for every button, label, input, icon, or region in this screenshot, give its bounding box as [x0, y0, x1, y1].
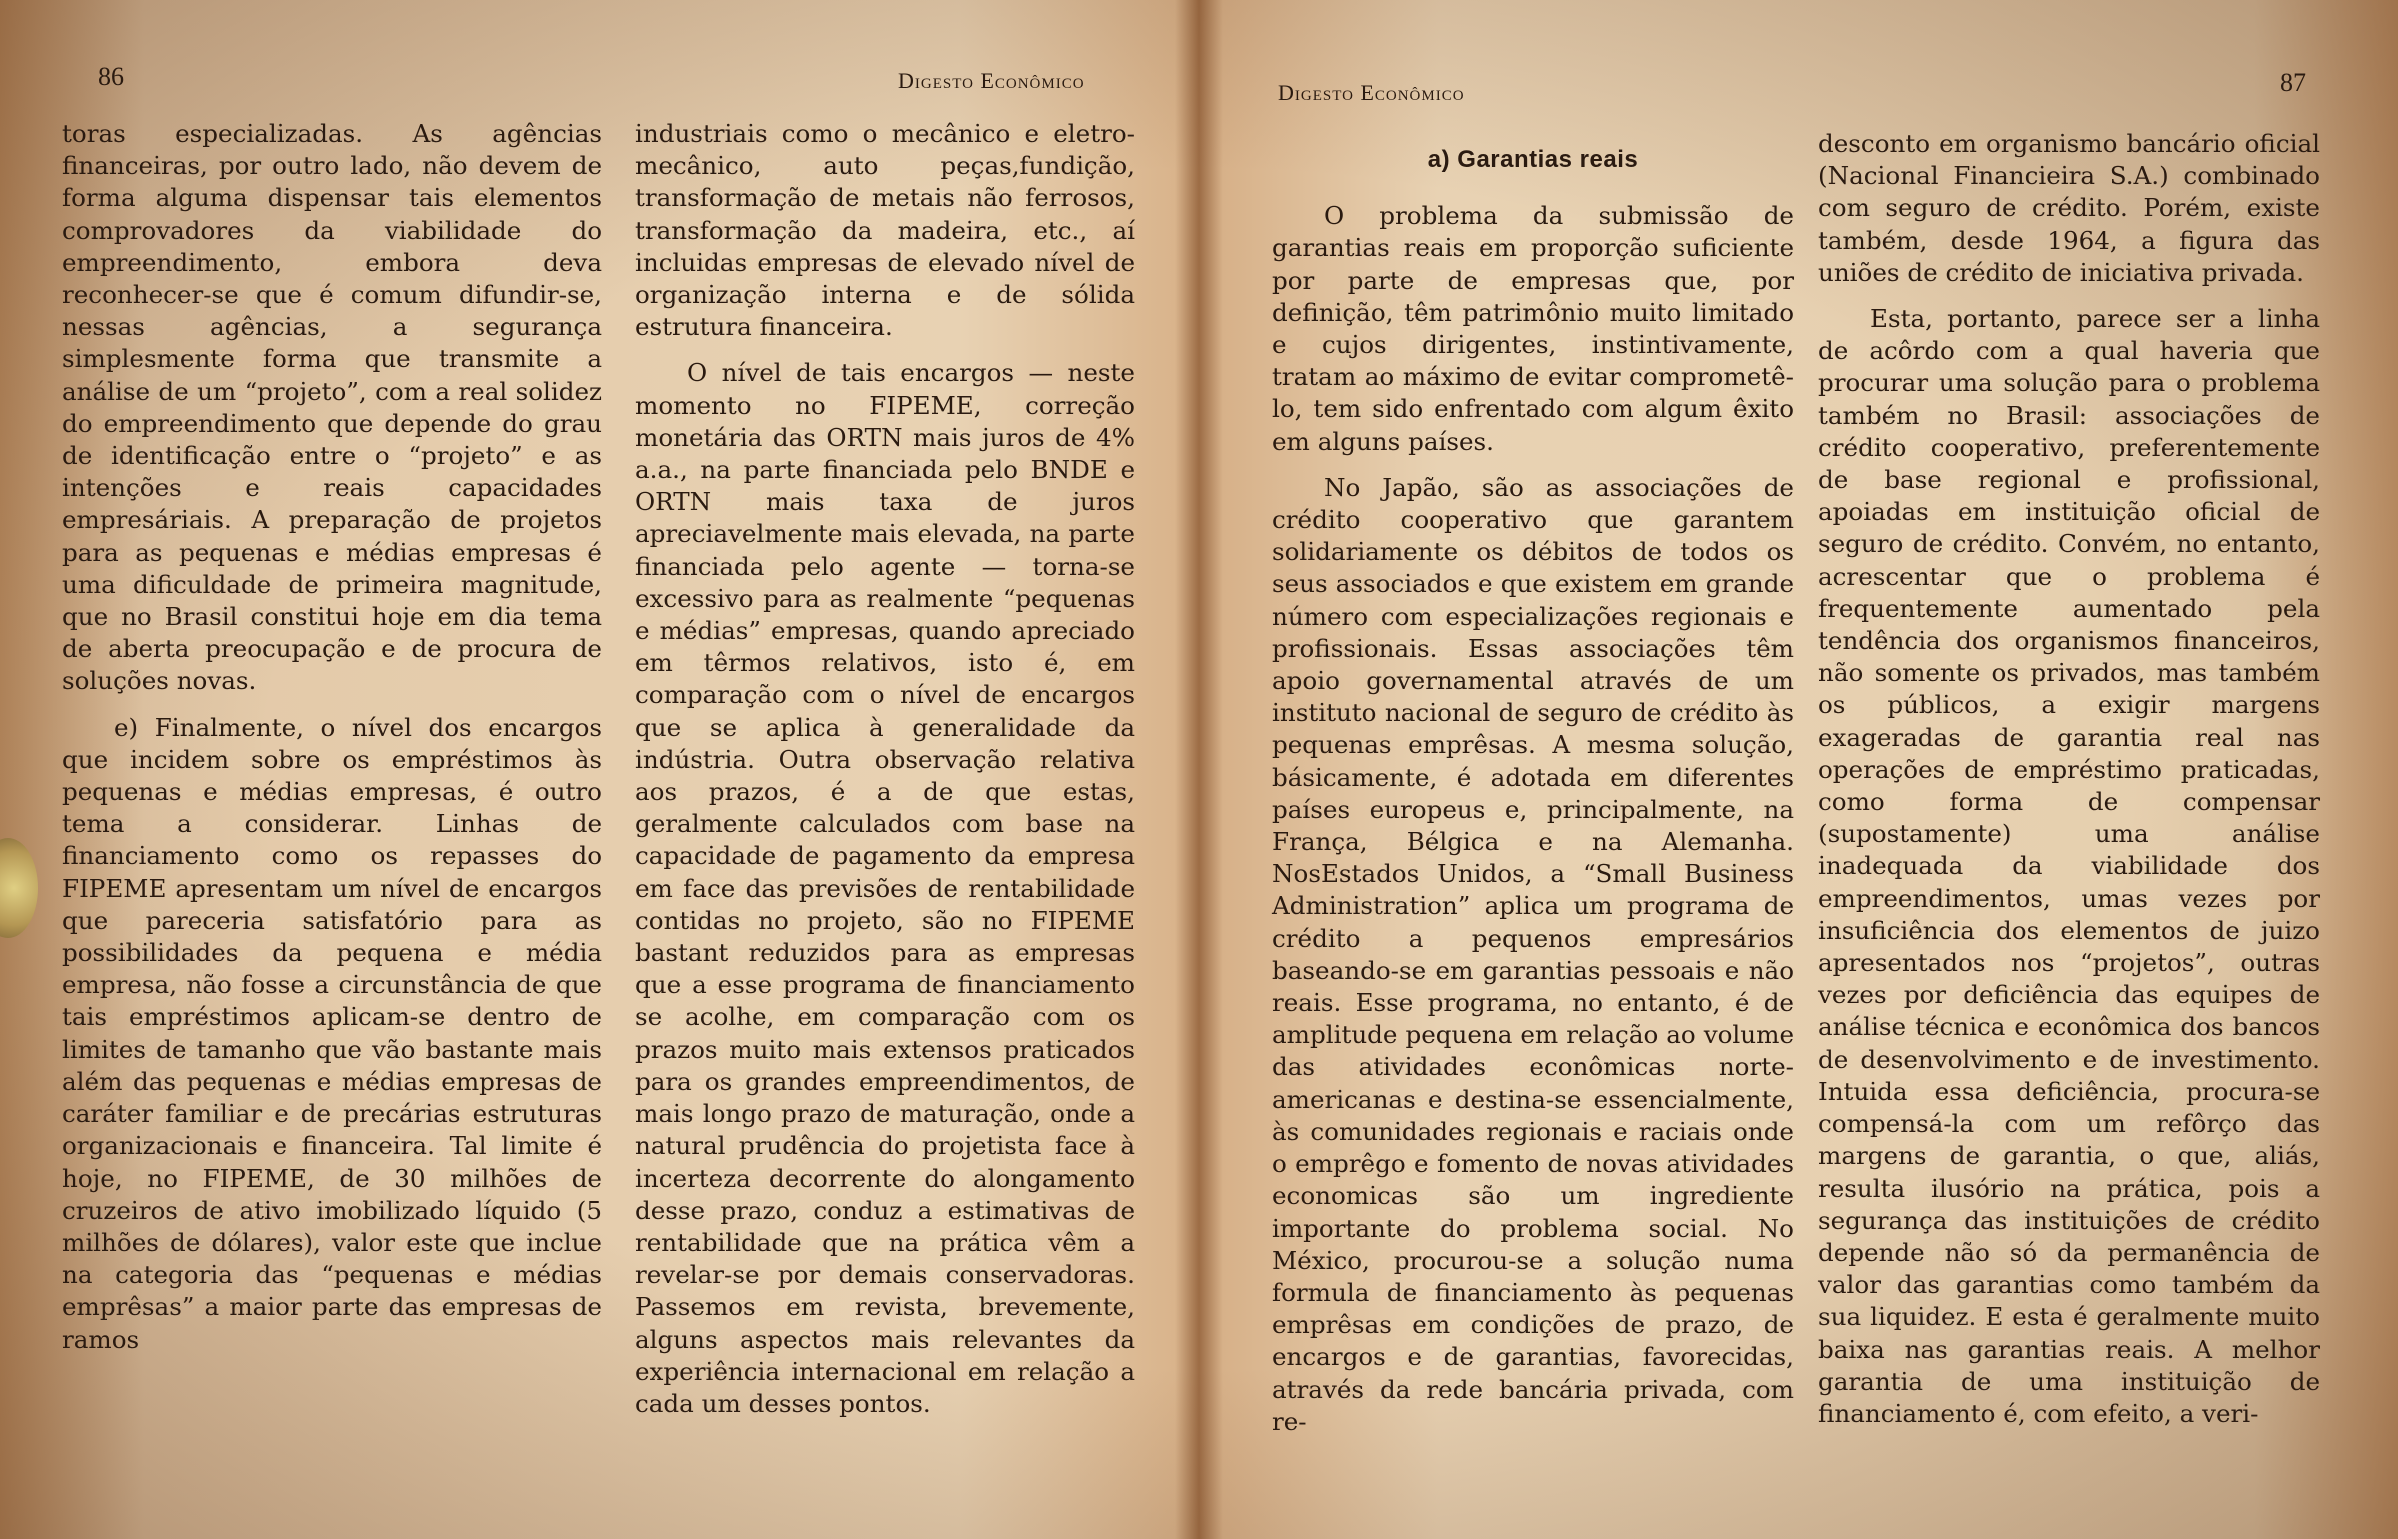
paragraph: No Japão, são as associações de crédito cooperativo que garantem solidariamente os débitos de todos os seus associados e que existem em grande número com especializações regionais e profissionais. Essas associações têm apoio governamental através de um instituto nacional de seguro de crédito às pequenas emprêsas. A mesma solução, básicamente, é adotada em diferentes países europeus e, principalmente, na França, Bélgica e na Alemanha. NosEstados Unidos, a “Small Business Administration” aplica um programa de crédito a pequenos empresários baseando-se em garantias pessoais e não reais. Esse programa, no entanto, é de amplitude pequena em relação ao volume das atividades econômicas norte-americanas e destina-se essencialmente, às comunidades regionais e raciais onde o emprêgo e fomento de novas atividades economicas são um ingrediente importante do problema social. No México, procurou-se a solução numa formula de financiamento às pequenas emprêsas em condições de prazo, de encargos e de garantias, favorecidas, através da rede bancária privada, com re- [1272, 472, 1794, 1436]
right-page [1218, 0, 2398, 1539]
paragraph: O problema da submissão de garantias reais em proporção suficiente por parte de empresas que, por definição, têm patrimônio muito limitado e cujos dirigentes, instintivamente, tratam ao máximo de evitar comprometê-lo, tem sido enfrentado com algum êxito em alguns países. [1272, 201, 1794, 456]
left-column-2 [635, 118, 1135, 1420]
page-number: 87 [2280, 68, 2306, 97]
section-heading: a) Garantias reais [1427, 146, 1639, 173]
paragraph: toras especializadas. As agências financeiras, por outro lado, não devem de forma alguma dispensar tais elementos comprovadores da viabilidade do empreendimento, embora deva reconhecer-se que é comum difundir-se, nessas agências, a segurança simplesmente forma que transmite a análise de um “projeto”, com a real solidez do empreendimento que depende do grau de identificação entre o “projeto” e as intenções e reais capacidades empresáriais. A preparação de projetos para as pequenas e médias empresas é uma dificuldade de primeira magnitude, que no Brasil constitui hoje em dia tema de aberta preocupação e de procura de soluções novas. [62, 119, 602, 696]
paragraph: Esta, portanto, parece ser a linha de acôrdo com a qual haveria que procurar uma solução para o problema também no Brasil: associações de crédito cooperativo, preferentemente de base regional e profissional, apoiadas em instituição oficial de seguro de crédito. Convém, no entanto, acrescentar que o problema é frequentemente aumentado pela tendência dos organismos financeiros, não somente os privados, mas também os públicos, a exigir margens exageradas de garantia real nas operações de empréstimo praticadas, como forma de compensar (supostamente) uma análise inadequada da viabilidade dos empreendimentos, umas vezes por insuficiência dos elementos de juizo apresentados nos “projetos”, outras vezes por deficiência das equipes de análise técnica e econômica dos bancos de desenvolvimento e de investimento. Intuida essa deficiência, procura-se compensá-la com um refôrço das margens de garantia, o que, aliás, resulta ilusório na prática, pois a segurança das instituições de crédito depende não só da permanência de valor das garantias como também da sua liquidez. E esta é geralmente muito baixa nas garantias reais. A melhor garantia de uma instituição de financiamento é, com efeito, a veri- [1818, 304, 2320, 1428]
paragraph: e) Finalmente, o nível dos encargos que incidem sobre os empréstimos às pequenas e médias empresas, é outro tema a considerar. Linhas de financiamento como os repasses do FIPEME apresentam um nível de encargos que pareceria satisfatório para as possibilidades da pequena e média empresa, não fosse a circunstância de que tais empréstimos aplicam-se dentro de limites de tamanho que vão bastante mais além das pequenas e médias empresas de caráter familiar e de precárias estruturas organizacionais e financeira. Tal limite é hoje, no FIPEME, de 30 milhões de cruzeiros de ativo imobilizado líquido (5 milhões de dólares), valor este que inclue na categoria das “pequenas e médias emprêsas” a maior parte das empresas de ramos [62, 712, 602, 1354]
paragraph: O nível de tais encargos — neste momento no FIPEME, correção monetária das ORTN mais juros de 4% a.a., na parte financiada pelo BNDE e ORTN mais taxa de juros apreciavelmente mais elevada, na parte financiada pelo agente — torna-se excessivo para as realmente “pequenas e médias” empresas, quando apreciado em têrmos relativos, isto é, em comparação com o nível de encargos que se aplica à generalidade da indústria. Outra observação relativa aos prazos, é a de que estas, geralmente calculados com base na capacidade de pagamento da empresa em face das previsões de rentabilidade contidas no projeto, são no FIPEME bastant reduzidos para as empresas que a esse programa de financiamento se acolhe, em comparação com os prazos muito mais extensos praticados para os grandes empreendimentos, de mais longo prazo de maturação, onde a natural prudência do projetista face à incerteza decorrente do alongamento desse prazo, conduz a estimativas de rentabilidade que na prática vêm a revelar-se por demais conservadoras. Passemos em revista, brevemente, alguns aspectos mais relevantes da experiência internacional em relação a cada um desses pontos. [635, 358, 1135, 1418]
paragraph: desconto em organismo bancário oficial (Nacional Financieira S.A.) combinado com seguro de crédito. Porém, existe também, desde 1964, a figura das uniões de crédito de iniciativa privada. [1818, 129, 2320, 287]
left-column-1 [62, 118, 602, 1356]
running-head: Digesto Econômico [898, 68, 1085, 93]
right-column-1 [1272, 130, 1794, 1438]
right-column-2 [1818, 128, 2320, 1430]
page-number: 86 [98, 62, 124, 91]
paragraph: industriais como o mecânico e eletro-mecânico, auto peças,fundição, transformação de metais não ferrosos, transformação da madeira, etc., aí incluidas empresas de elevado nível de organização interna e de sólida estrutura financeira. [635, 119, 1135, 342]
running-head: Digesto Econômico [1278, 80, 1465, 105]
